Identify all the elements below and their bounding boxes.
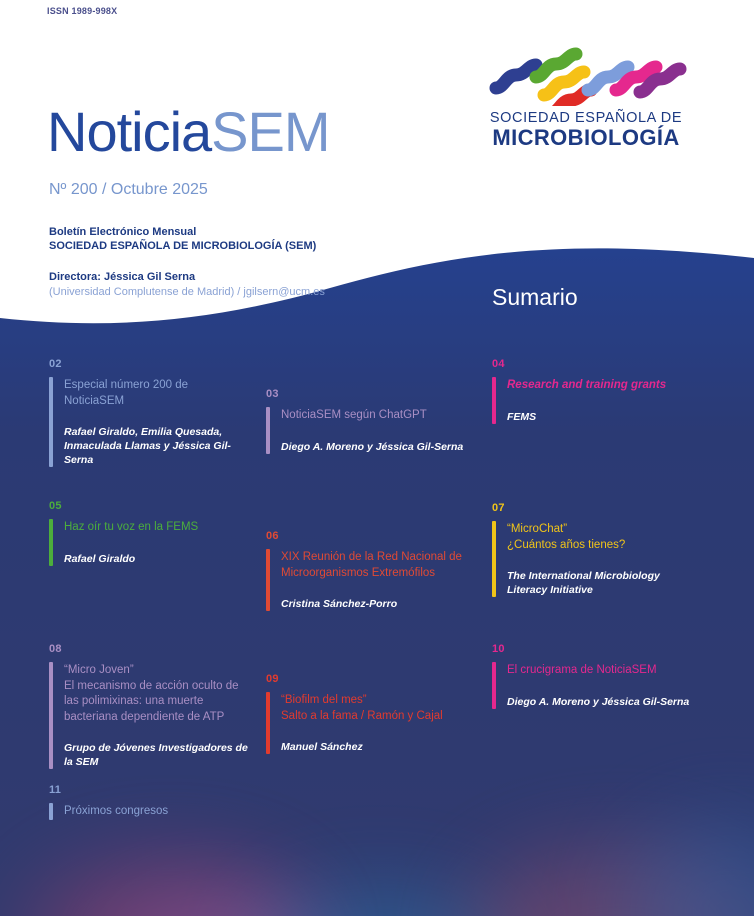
toc-entry-10-number: 10 xyxy=(492,643,505,655)
sem-logo-line-1: SOCIEDAD ESPAÑOLA DE xyxy=(489,110,683,126)
toc-entry-05-title: Haz oír tu voz en la FEMS xyxy=(64,521,199,533)
toc-entry-04-authors: FEMS xyxy=(507,410,537,423)
sem-logo xyxy=(480,44,700,151)
toc-entry-05[interactable] xyxy=(49,500,249,566)
toc-entry-05-number: 05 xyxy=(49,500,62,512)
sem-logo-text xyxy=(480,110,692,151)
toc-entry-03-title: NoticiaSEM según ChatGPT xyxy=(281,409,427,421)
toc-entry-02-title: Especial número 200 de NoticiaSEM xyxy=(64,379,189,407)
toc-entry-07-number: 07 xyxy=(492,502,505,514)
toc-entry-10-title: El crucigrama de NoticiaSEM xyxy=(507,664,657,676)
toc-entry-11-number: 11 xyxy=(49,784,62,796)
subtitle-line-2: SOCIEDAD ESPAÑOLA DE MICROBIOLOGÍA (SEM) xyxy=(49,240,317,252)
toc-entry-03-accent-bar xyxy=(266,407,270,454)
toc-entry-10[interactable] xyxy=(492,643,707,709)
toc-entry-04[interactable] xyxy=(492,358,702,424)
subtitle-line-1: Boletín Electrónico Mensual xyxy=(49,226,197,238)
toc-entry-09-accent-bar xyxy=(266,692,270,754)
toc-entry-02-authors: Rafael Giraldo, Emilia Quesada, Inmaculada Llamas y Jéssica Gil-Serna xyxy=(64,426,231,466)
toc-entry-10-authors: Diego A. Moreno y Jéssica Gil-Serna xyxy=(507,695,690,708)
toc-entry-03-number: 03 xyxy=(266,388,279,400)
toc-entry-06-accent-bar xyxy=(266,549,270,611)
toc-entry-05-authors: Rafael Giraldo xyxy=(64,552,136,565)
sem-logo-line-2: MICROBIOLOGÍA xyxy=(492,125,680,150)
toc-entry-06[interactable] xyxy=(266,530,466,611)
publication-subtitle xyxy=(49,225,316,253)
director-info xyxy=(49,270,325,300)
toc-entry-09[interactable] xyxy=(266,673,466,754)
toc-entry-09-title: “Biofilm del mes” Salto a la fama / Ramón y Cajal xyxy=(281,694,443,722)
toc-entry-08-number: 08 xyxy=(49,643,62,655)
toc-entry-07[interactable] xyxy=(492,502,692,597)
toc-entry-03-authors: Diego A. Moreno y Jéssica Gil-Serna xyxy=(281,440,464,453)
sumario-heading: Sumario xyxy=(492,284,578,310)
toc-entry-07-accent-bar xyxy=(492,521,496,597)
toc-entry-05-accent-bar xyxy=(49,519,53,566)
toc-entry-08-title: “Micro Joven” El mecanismo de acción oculto de las polimixinas: una muerte bacteriana dependiente de ATP xyxy=(64,664,239,723)
masthead-sem: SEM xyxy=(211,100,330,163)
toc-entry-04-title: Research and training grants xyxy=(507,379,667,391)
director-affiliation: (Universidad Complutense de Madrid) / jgilsern@ucm.es xyxy=(49,286,325,298)
toc-entry-04-number: 04 xyxy=(492,358,505,370)
toc-entry-04-accent-bar xyxy=(492,377,496,424)
toc-entry-11-title: Próximos congresos xyxy=(64,805,169,817)
toc-entry-11[interactable] xyxy=(49,784,249,820)
toc-entry-03[interactable] xyxy=(266,388,466,454)
toc-entry-11-accent-bar xyxy=(49,803,53,820)
toc-entry-09-authors: Manuel Sánchez xyxy=(281,741,363,753)
issn-text: ISSN 1989-998X xyxy=(47,6,118,16)
toc-entry-07-title: “MicroChat” ¿Cuántos años tienes? xyxy=(507,523,626,551)
toc-entry-07-authors: The International Microbiology Literacy Initiative xyxy=(507,570,660,596)
toc-entry-08-authors: Grupo de Jóvenes Investigadores de la SEM xyxy=(64,742,248,768)
toc-entry-10-accent-bar xyxy=(492,662,496,709)
toc-entry-09-number: 09 xyxy=(266,673,279,685)
toc-entry-02-accent-bar xyxy=(49,377,53,467)
toc-entry-06-authors: Cristina Sánchez-Porro xyxy=(281,598,398,610)
sem-logo-squiggles-icon xyxy=(488,44,688,106)
masthead-noticia: Noticia xyxy=(47,100,212,163)
issue-number: Nº 200 / Octubre 2025 xyxy=(49,181,208,198)
toc-entry-02-number: 02 xyxy=(49,358,62,370)
toc-entry-02[interactable] xyxy=(49,358,249,467)
toc-entry-06-title: XIX Reunión de la Red Nacional de Microorganismos Extremófilos xyxy=(281,551,462,579)
toc-entry-08-accent-bar xyxy=(49,662,53,769)
director-name: Directora: Jéssica Gil Serna xyxy=(49,271,196,283)
toc-entry-06-number: 06 xyxy=(266,530,279,542)
toc-entry-08[interactable] xyxy=(49,643,249,769)
page-title xyxy=(47,100,330,163)
